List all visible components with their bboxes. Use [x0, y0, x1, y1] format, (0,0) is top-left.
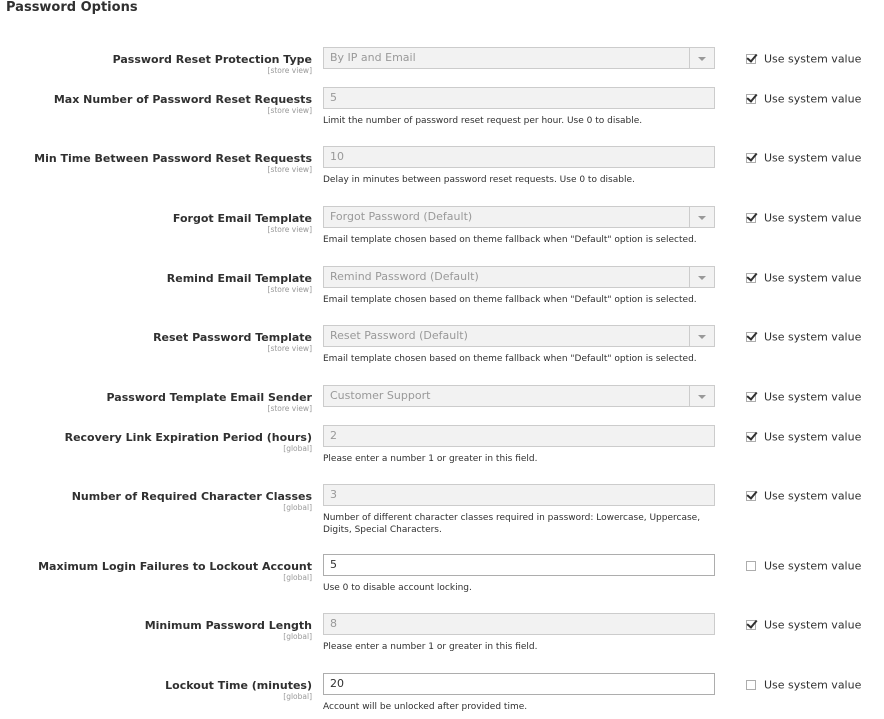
field-note: Number of different character classes required in password: Lowercase, Uppercase, Digits, Special Characters.	[323, 513, 701, 535]
checkmark-icon	[746, 270, 757, 282]
scope-label: [global]	[283, 573, 312, 582]
field-label: Number of Required Character Classes	[71, 490, 312, 503]
field-note: Account will be unlocked after provided time.	[323, 702, 528, 712]
scope-label: [store view]	[267, 165, 312, 174]
dropdown-toggle	[689, 48, 714, 68]
use-system-value-checkbox[interactable]	[746, 430, 861, 444]
checkbox[interactable]	[746, 491, 756, 501]
checkmark-icon	[746, 210, 757, 222]
use-system-value-label: Use system value	[764, 151, 862, 165]
field-note: Use 0 to disable account locking.	[323, 583, 472, 593]
use-system-value-label: Use system value	[764, 52, 862, 66]
checkmark-icon	[746, 91, 757, 103]
field-label: Remind Email Template	[166, 272, 312, 285]
use-system-value-checkbox[interactable]	[746, 151, 861, 165]
select-field	[323, 325, 715, 347]
field-value: 5	[330, 558, 337, 571]
use-system-value-checkbox[interactable]	[746, 52, 861, 66]
field-note: Please enter a number 1 or greater in this field.	[323, 642, 538, 652]
field-value: By IP and Email	[330, 51, 416, 64]
checkbox[interactable]	[746, 432, 756, 442]
checkmark-icon	[746, 429, 757, 441]
scope-label: [store view]	[267, 66, 312, 75]
chevron-down-icon	[698, 395, 706, 399]
dropdown-toggle	[689, 386, 714, 406]
select-field	[323, 266, 715, 288]
text-input[interactable]	[323, 673, 715, 695]
chevron-down-icon	[698, 57, 706, 61]
checkmark-icon	[746, 329, 757, 341]
use-system-value-checkbox[interactable]	[746, 92, 861, 106]
select-field	[323, 385, 715, 407]
field-note: Email template chosen based on theme fallback when "Default" option is selected.	[323, 295, 697, 305]
use-system-value-checkbox[interactable]	[746, 618, 861, 632]
checkmark-icon	[746, 617, 757, 629]
text-input	[323, 146, 715, 168]
field-label: Lockout Time (minutes)	[165, 679, 312, 692]
use-system-value-checkbox[interactable]	[746, 559, 861, 573]
checkbox[interactable]	[746, 153, 756, 163]
checkbox[interactable]	[746, 620, 756, 630]
use-system-value-label: Use system value	[764, 430, 862, 444]
field-label: Password Template Email Sender	[106, 391, 312, 404]
scope-label: [global]	[283, 444, 312, 453]
checkbox[interactable]	[746, 273, 756, 283]
use-system-value-label: Use system value	[764, 211, 862, 225]
scope-label: [store view]	[267, 404, 312, 413]
use-system-value-label: Use system value	[764, 92, 862, 106]
use-system-value-label: Use system value	[764, 271, 862, 285]
field-value: Forgot Password (Default)	[330, 210, 473, 223]
chevron-down-icon	[698, 216, 706, 220]
use-system-value-label: Use system value	[764, 559, 862, 573]
select-field	[323, 206, 715, 228]
field-note: Delay in minutes between password reset requests. Use 0 to disable.	[323, 175, 635, 185]
dropdown-toggle	[689, 326, 714, 346]
field-value: 10	[330, 150, 344, 163]
checkbox[interactable]	[746, 680, 756, 690]
checkbox[interactable]	[746, 392, 756, 402]
field-label: Reset Password Template	[153, 331, 312, 344]
field-value: 2	[330, 429, 337, 442]
field-label: Minimum Password Length	[144, 619, 312, 632]
field-label: Password Reset Protection Type	[112, 53, 312, 66]
scope-label: [global]	[283, 632, 312, 641]
use-system-value-label: Use system value	[764, 390, 862, 404]
text-input	[323, 613, 715, 635]
checkmark-icon	[746, 389, 757, 401]
field-note: Email template chosen based on theme fallback when "Default" option is selected.	[323, 235, 697, 245]
text-input[interactable]	[323, 554, 715, 576]
use-system-value-label: Use system value	[764, 330, 862, 344]
text-input	[323, 484, 715, 506]
field-note: Please enter a number 1 or greater in this field.	[323, 454, 538, 464]
text-input	[323, 425, 715, 447]
use-system-value-checkbox[interactable]	[746, 678, 861, 692]
checkbox[interactable]	[746, 213, 756, 223]
text-input	[323, 87, 715, 109]
scope-label: [global]	[283, 503, 312, 512]
checkmark-icon	[746, 488, 757, 500]
use-system-value-checkbox[interactable]	[746, 390, 861, 404]
checkmark-icon	[746, 150, 757, 162]
select-field	[323, 47, 715, 69]
checkbox[interactable]	[746, 561, 756, 571]
scope-label: [store view]	[267, 106, 312, 115]
field-note: Limit the number of password reset request per hour. Use 0 to disable.	[323, 116, 643, 126]
field-label: Forgot Email Template	[172, 212, 312, 225]
checkbox[interactable]	[746, 54, 756, 64]
checkmark-icon	[746, 51, 757, 63]
use-system-value-label: Use system value	[764, 489, 862, 503]
use-system-value-label: Use system value	[764, 618, 862, 632]
use-system-value-label: Use system value	[764, 678, 862, 692]
field-note: Email template chosen based on theme fallback when "Default" option is selected.	[323, 354, 697, 364]
scope-label: [global]	[283, 692, 312, 701]
field-value: 8	[330, 617, 337, 630]
dropdown-toggle	[689, 267, 714, 287]
use-system-value-checkbox[interactable]	[746, 271, 861, 285]
chevron-down-icon	[698, 276, 706, 280]
field-value: 20	[330, 677, 344, 690]
checkbox[interactable]	[746, 332, 756, 342]
field-label: Max Number of Password Reset Requests	[53, 93, 312, 106]
use-system-value-checkbox[interactable]	[746, 211, 861, 225]
checkbox[interactable]	[746, 94, 756, 104]
field-label: Recovery Link Expiration Period (hours)	[64, 431, 312, 444]
scope-label: [store view]	[267, 344, 312, 353]
dropdown-toggle	[689, 207, 714, 227]
field-value: Remind Password (Default)	[330, 270, 479, 283]
use-system-value-checkbox[interactable]	[746, 330, 861, 344]
field-value: Reset Password (Default)	[330, 329, 468, 342]
scope-label: [store view]	[267, 285, 312, 294]
field-value: 3	[330, 488, 337, 501]
field-value: 5	[330, 91, 337, 104]
field-label: Maximum Login Failures to Lockout Account	[38, 560, 312, 573]
scope-label: [store view]	[267, 225, 312, 234]
field-value: Customer Support	[330, 389, 431, 402]
use-system-value-checkbox[interactable]	[746, 489, 861, 503]
field-label: Min Time Between Password Reset Requests	[34, 152, 312, 165]
section-title: Password Options	[6, 0, 138, 15]
chevron-down-icon	[698, 335, 706, 339]
